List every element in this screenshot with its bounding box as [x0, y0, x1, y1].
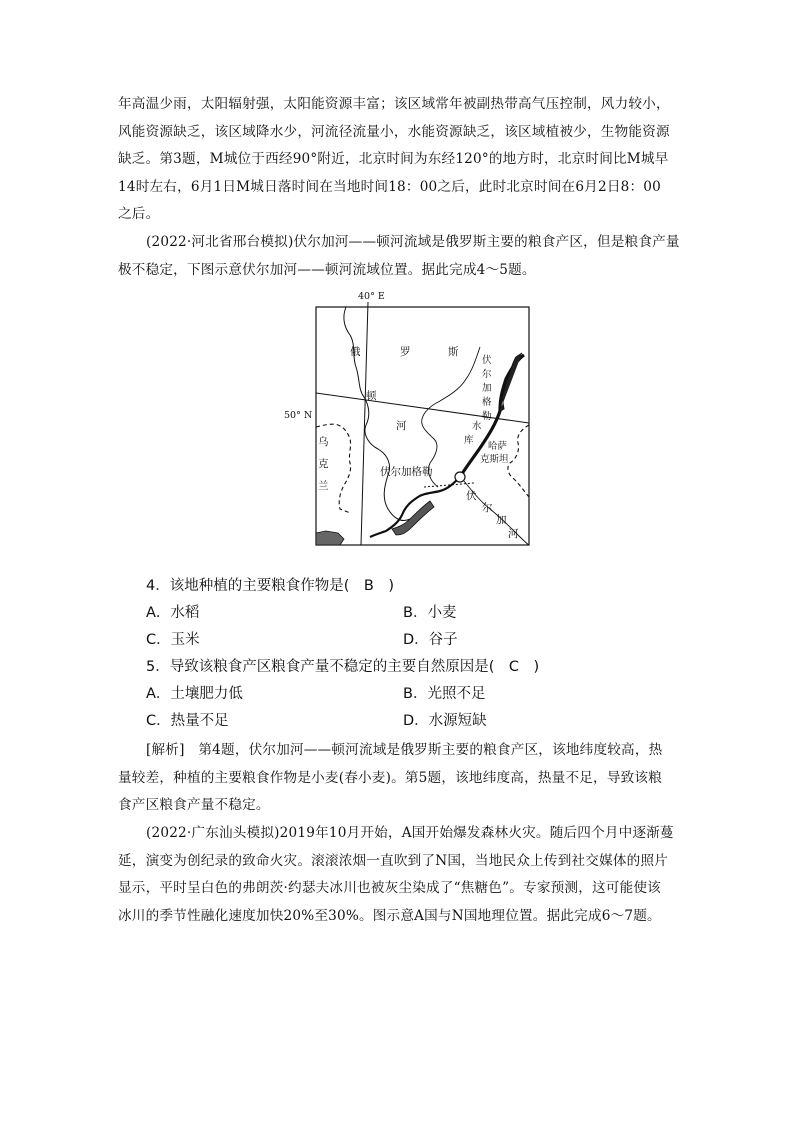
label-reservoir-7: 库 — [464, 435, 474, 446]
question-5-option-a: A．土壤肥力低 — [146, 686, 243, 702]
answer-explanation-paragraph — [118, 91, 680, 229]
label-ukraine-2: 克 — [318, 458, 329, 470]
text-line: [解析] 第4题，伏尔加河——顿河流域是俄罗斯主要的粮食产区，该地纬度较高，热 — [146, 742, 663, 758]
label-reservoir-4: 格 — [482, 397, 492, 408]
text-line: 延，演变为创纪录的致命火灾。滚滚浓烟一直吹到了N国，当地民众上传到社交媒体的照片 — [118, 852, 669, 869]
question-4-option-a: A．水稻 — [146, 605, 200, 621]
question-5-stem: 5．导致该粮食产区粮食产量不稳定的主要自然原因是( C ) — [146, 659, 540, 675]
kazakhstan-border — [508, 425, 529, 497]
don-river — [344, 307, 410, 521]
question-5-option-c: C．热量不足 — [146, 713, 229, 729]
latitude-label: 50° N — [284, 410, 313, 421]
text-line: 食产区粮食产量不稳定。 — [118, 797, 270, 813]
question-intro-6-7 — [118, 820, 680, 930]
label-russia-2: 罗 — [400, 346, 411, 358]
text-line: (2022·河北省邢台模拟)伏尔加河——顿河流域是俄罗斯主要的粮食产区，但是粮食产量 — [146, 234, 680, 250]
text-line: 冰川的季节性融化速度加快20%至30%。图示意A国与N国地理位置。据此完成6～7题。 — [118, 907, 661, 924]
label-ukraine-1: 乌 — [318, 436, 329, 448]
longitude-label: 40° E — [358, 291, 385, 302]
label-ukraine-3: 兰 — [318, 480, 329, 492]
label-reservoir-1: 伏 — [482, 355, 492, 366]
label-reservoir-2: 尔 — [482, 369, 492, 380]
text-line: 风能资源缺乏，该区域降水少，河流径流量小，水能资源缺乏，该区域植被少，生物能资源 — [118, 123, 670, 140]
label-don-1: 顿 — [366, 390, 377, 402]
label-reservoir-5: 勒 — [482, 411, 492, 422]
question-4-stem: 4．该地种植的主要粮食作物是( B ) — [146, 578, 394, 594]
label-volga-3: 加 — [496, 514, 507, 526]
text-line: 量较差，种植的主要粮食作物是小麦(春小麦)。第5题，该地纬度高，热量不足，导致该粮 — [118, 769, 663, 786]
label-volga-1: 伏 — [466, 490, 477, 502]
question-4-option-c: C．玉米 — [146, 632, 200, 648]
question-intro-4-5 — [118, 229, 680, 284]
label-volga-2: 尔 — [482, 502, 493, 514]
question-4-option-d: D．谷子 — [403, 632, 458, 648]
label-kazakhstan-2: 克斯坦 — [480, 454, 509, 465]
question-5-option-b: B．光照不足 — [403, 686, 486, 702]
text-line: 显示，平时呈白色的弗朗茨·约瑟夫冰川也被灰尘染成了“焦糖色”。专家预测，这可能使该 — [118, 880, 661, 896]
caspian-coast — [392, 501, 434, 535]
label-reservoir-6: 水 — [472, 421, 482, 432]
label-volgograd: 伏尔加格勒 — [380, 466, 433, 478]
volgograd-city — [455, 472, 465, 482]
text-line: (2022·广东汕头模拟)2019年10月开始，A国开始爆发森林火灾。随后四个月中逐渐蔓 — [146, 825, 674, 841]
label-kazakhstan-1: 哈萨 — [488, 441, 508, 452]
volga-don-map — [284, 287, 534, 555]
label-don-2: 河 — [396, 420, 407, 432]
text-line: 年高温少雨，太阳辐射强，太阳能资源丰富；该区域常年被副热带高气压控制，风力较小， — [118, 96, 670, 112]
question-4-option-b: B．小麦 — [403, 605, 457, 621]
label-russia-3: 斯 — [448, 346, 459, 358]
label-volga-4: 河 — [508, 528, 519, 540]
label-russia-1: 俄 — [350, 346, 361, 358]
question-5-option-d: D．水源短缺 — [403, 713, 487, 729]
text-line: 极不稳定，下图示意伏尔加河——顿河流域位置。据此完成4～5题。 — [118, 261, 536, 278]
label-reservoir-3: 加 — [482, 383, 492, 394]
text-line: 14时左右，6月1日M城日落时间在当地时间18：00之后，此时北京时间在6月2日8：00 — [118, 178, 661, 195]
analysis-paragraph — [118, 737, 680, 820]
caspian-sea — [316, 531, 344, 545]
text-line: 之后。 — [118, 206, 160, 222]
volga-lower — [370, 477, 460, 537]
text-line: 缺乏。第3题，M城位于西经90°附近，北京时间为东经120°的地方时，北京时间比M城早 — [118, 151, 669, 167]
